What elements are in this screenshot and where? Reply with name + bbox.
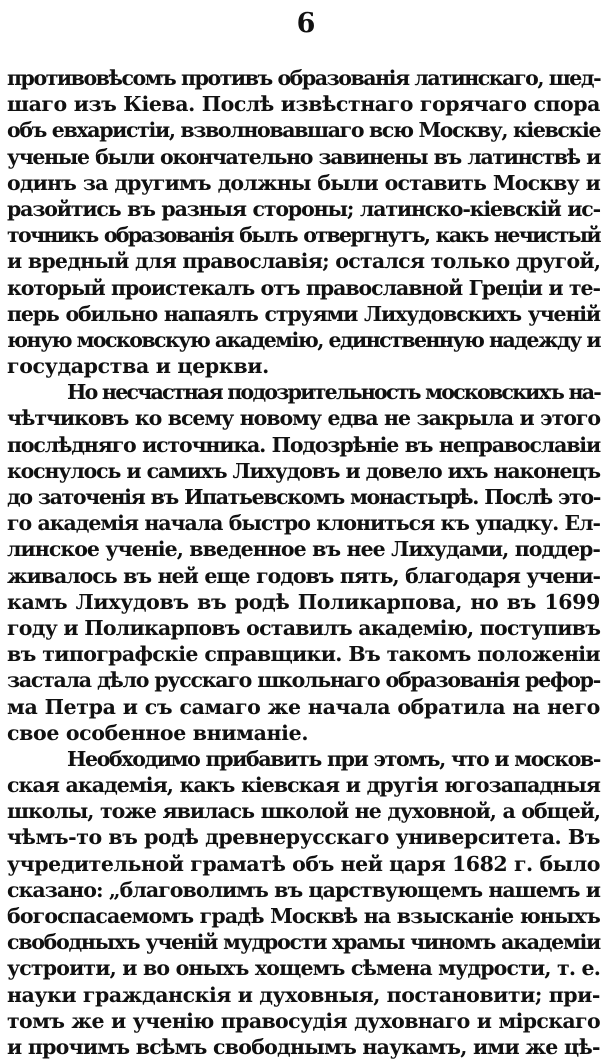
text-line: государства и церкви.: [7, 354, 269, 379]
text-line: живалось въ ней еще годовъ пять, благодаря учени-: [7, 563, 600, 588]
text-line: и вредный для православія; остался только другой,: [7, 249, 601, 274]
text-line: ученые были окончательно завинены въ латинствѣ и: [7, 144, 600, 169]
text-line: противовѣсомъ противъ образованія латинскаго, шед-: [7, 66, 601, 90]
text-line: разойтись въ разныя стороны; латинско-кіевскій ис-: [7, 196, 600, 221]
text-line: юную московскую академію, единственную надежду и: [7, 327, 600, 352]
text-line: и прочимъ всѣмъ свободнымъ наукамъ, ими же цѣ-: [7, 1034, 600, 1059]
text-line: го академія начала быстро клониться къ упадку. Ел-: [7, 511, 600, 536]
text-line: ская академія, какъ кіевская и другія югозападныя: [7, 773, 600, 798]
paragraph: [7, 746, 600, 1060]
text-line: застала дѣло русскаго школьнаго образованія рефор-: [7, 668, 600, 693]
text-line: послѣдняго источника. Подозрѣніе въ неправославіи: [7, 432, 600, 457]
text-line: одинъ за другимъ должны были оставить Москву и: [7, 170, 600, 195]
text-line: Но несчастная подозрительность московскихъ на-: [67, 380, 600, 405]
text-line: объ евхаристіи, взволновавшаго всю Москву, кіевскіе: [7, 118, 601, 143]
text-line: до заточенія въ Ипатьевскомъ монастырѣ. Послѣ это-: [7, 485, 600, 509]
text-line: году и Поликарповъ оставилъ академію, поступивъ: [7, 615, 601, 640]
text-line: школы, тоже явилась школой не духовной, а общей,: [7, 799, 600, 824]
text-line: точникъ образованія былъ отвергнутъ, какъ нечистый: [7, 223, 600, 248]
paragraph: [7, 379, 600, 746]
text-line: который проистекалъ отъ православной Греціи и те-: [7, 275, 600, 300]
text-line: перь обильно напаялъ струями Лихудовскихъ ученій: [7, 301, 600, 326]
body-text: [7, 65, 600, 1060]
text-line: чѣмъ-то въ родѣ древнерусскаго университета. Въ: [7, 825, 601, 850]
paragraph: [7, 65, 600, 379]
text-line: устроити, и во оныхъ хощемъ сѣмена мудрости, т. е.: [7, 956, 600, 981]
text-line: камъ Лихудовъ въ родѣ Поликарпова, но въ 1699: [7, 589, 600, 614]
text-line: науки гражданскія и духовныя, постановити; при-: [7, 982, 600, 1007]
text-line: Необходимо прибавить при этомъ, что и москов-: [67, 746, 600, 771]
text-line: чѣтчиковъ ко всему новому едва не закрыла и этого: [7, 406, 600, 431]
text-line: свое особенное вниманіе.: [7, 720, 309, 745]
text-line: сказано: „благоволимъ въ царствующемъ нашемъ и: [7, 877, 600, 902]
text-line: линское ученіе, введенное въ нее Лихудами, поддер-: [7, 537, 600, 562]
text-line: свободныхъ ученій мудрости храмы чиномъ академіи: [7, 930, 600, 955]
text-line: шаго изъ Кіева. Послѣ извѣстнаго горячаго спора: [7, 92, 600, 117]
text-line: коснулось и самихъ Лихудовъ и довело ихъ наконецъ: [7, 458, 600, 483]
page-number: 6: [296, 8, 316, 39]
text-line: ма Петра и съ самаго же начала обратила на него: [7, 694, 600, 719]
text-line: въ типографскіе справщики. Въ такомъ положеніи: [7, 642, 600, 667]
text-line: учредительной граматѣ объ ней царя 1682 г. было: [7, 851, 600, 876]
text-line: томъ же и ученію правосудія духовнаго и мірскаго: [7, 1008, 600, 1033]
text-line: богоспасаемомъ градѣ Москвѣ на взысканіе юныхъ: [7, 904, 600, 928]
